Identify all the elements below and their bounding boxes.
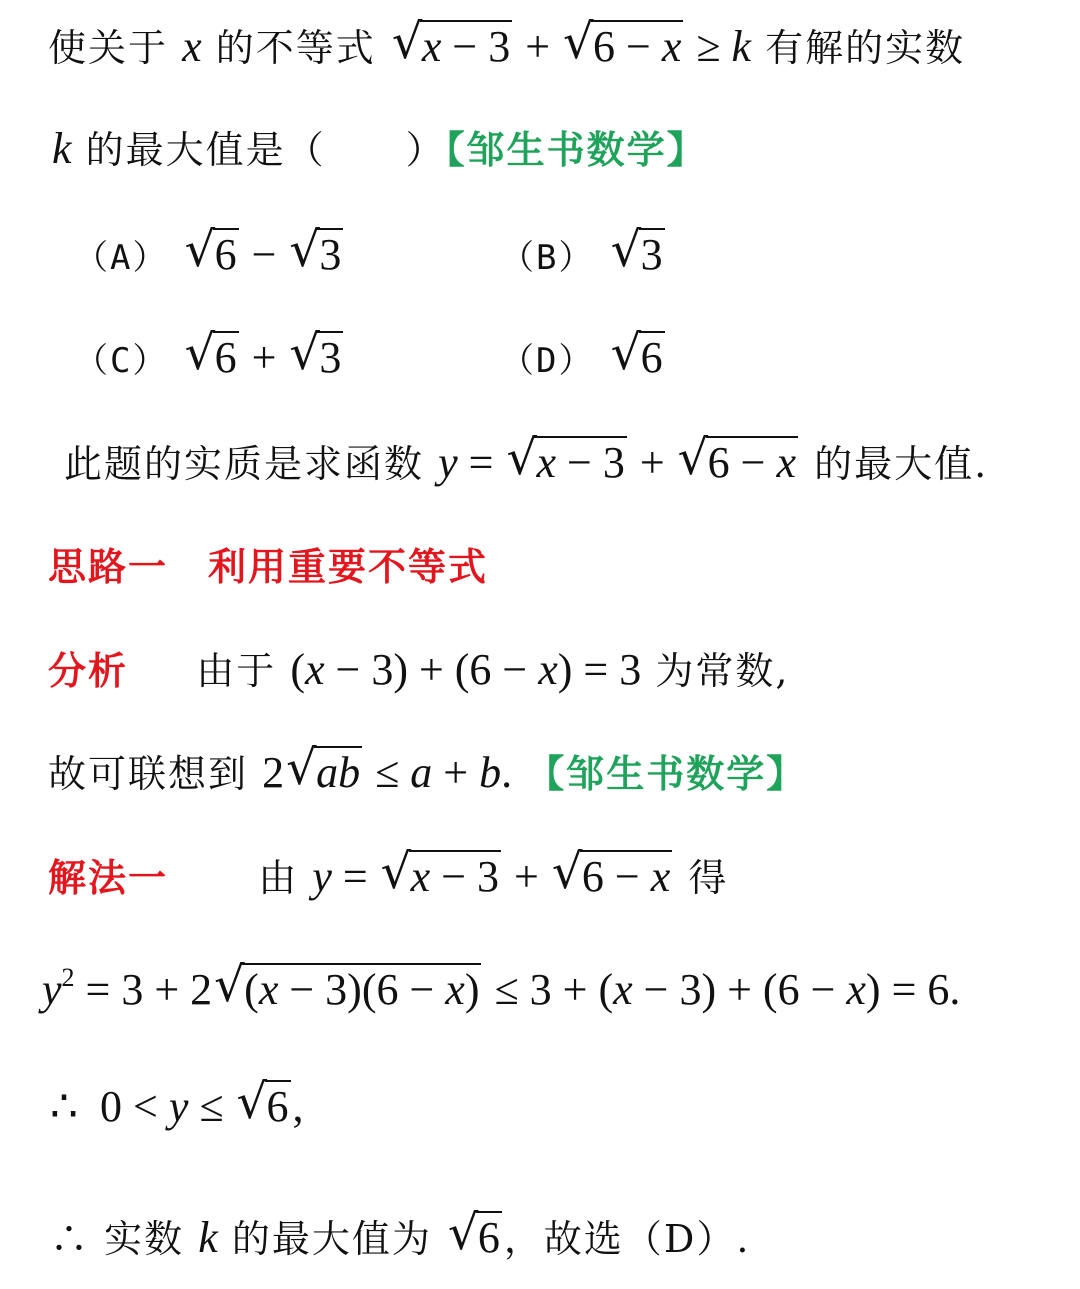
math-var: k <box>198 1213 218 1262</box>
solution-text: 得 <box>688 856 729 900</box>
source-tag: 【邹生书数学】 <box>445 127 707 172</box>
conclusion-text: ∴ 实数 <box>50 1217 185 1261</box>
problem-line-1 <box>48 22 965 73</box>
method-title: 思路一 利用重要不等式 <box>48 544 489 589</box>
essence-text: 的最大值. <box>814 442 989 486</box>
conclusion-line <box>50 1213 750 1264</box>
problem-text: 的不等式 <box>215 26 376 70</box>
option-label: （D） <box>500 341 595 381</box>
option-value: √ 3 <box>609 230 667 279</box>
associate-line <box>48 748 806 799</box>
problem-text: 的最大值是（ ） <box>85 128 446 172</box>
solution-text: 由 <box>258 856 299 900</box>
option-d <box>500 333 667 386</box>
option-value: √ 6 + √ 3 <box>183 333 346 382</box>
option-value: √ 6 <box>609 333 667 382</box>
math-expression: y = √ x − 3 + √ 6 − x <box>438 438 800 487</box>
math-expression: √ 6 <box>446 1213 504 1262</box>
essence-text: 此题的实质是求函数 <box>64 442 425 486</box>
math-expression: y = √ x − 3 + √ 6 − x <box>312 852 674 901</box>
math-expression: √ x − 3 + √ 6 − x ≥ k <box>390 22 751 71</box>
option-label: （B） <box>500 238 595 278</box>
conclusion-text: ，故选（D）. <box>503 1217 751 1261</box>
solution-label: 解法一 <box>48 855 169 900</box>
math-var: x <box>182 22 202 71</box>
option-a <box>74 230 345 283</box>
conclusion-text: 的最大值为 <box>231 1217 432 1261</box>
derivation-line: $y^2 = 3 + 2√$ (x − 3)(6 − x) ≤ 3 + (x − 3) + (6 − x) = 6. <box>42 953 960 1015</box>
source-tag: 【邹生书数学】 <box>526 751 807 796</box>
option-c <box>74 333 345 386</box>
analysis-text: 为常数, <box>655 649 790 693</box>
option-label: （C） <box>74 341 169 381</box>
math-expression: 2√ ab ≤ a + b. <box>262 748 512 797</box>
problem-text: 使关于 <box>48 26 169 70</box>
analysis-label: 分析 <box>48 648 129 693</box>
option-b <box>500 230 667 283</box>
math-expression: (x − 3) + (6 − x) = 3 <box>290 645 642 694</box>
option-value: √ 6 − √ 3 <box>183 230 346 279</box>
problem-line-2 <box>52 124 707 175</box>
associate-text: 故可联想到 <box>48 752 249 796</box>
analysis-line <box>48 645 789 696</box>
solution-line <box>48 852 728 903</box>
range-line: ∴ 0 < y ≤ √ 6, <box>50 1082 304 1132</box>
problem-text: 有解的实数 <box>765 26 966 70</box>
math-var: k <box>52 124 72 173</box>
analysis-text: 由于 <box>196 649 277 693</box>
essence-line <box>64 438 988 489</box>
option-label: （A） <box>74 238 169 278</box>
